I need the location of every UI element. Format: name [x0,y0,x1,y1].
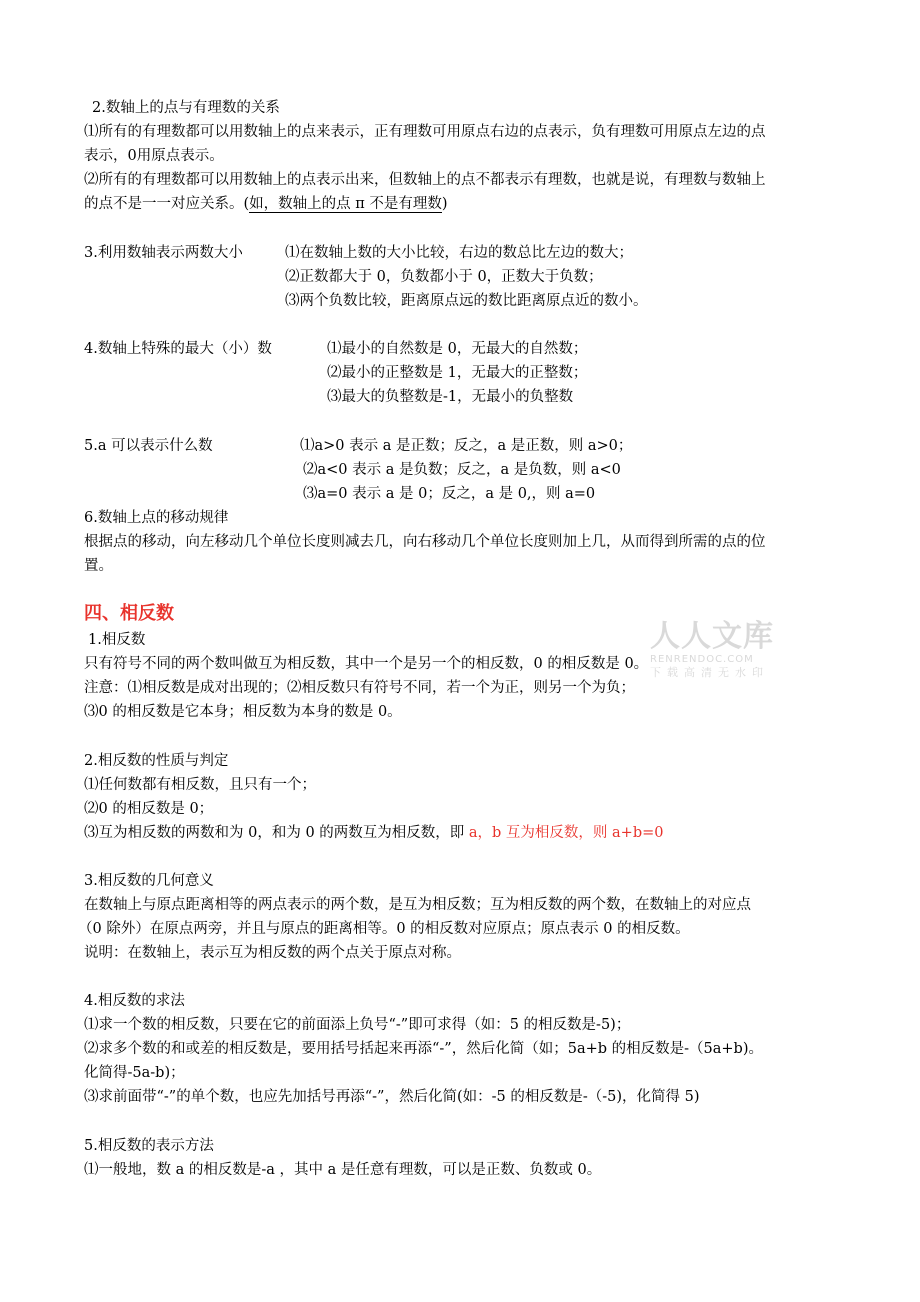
sec3-title: 3.利用数轴表示两数大小 [84,245,243,261]
sec6-p2: 置。 [84,558,113,574]
sec4-title: 4.数轴上特殊的最大（小）数 [84,341,272,357]
s2-title: 2.相反数的性质与判定 [84,753,229,769]
sec5-title: 5.a 可以表示什么数 [84,438,213,454]
sec5-item-1: ⑴a>0 表示 a 是正数；反之，a 是正数，则 a>0； [300,438,633,454]
s4-l3: 化简得-5a-b)； [84,1065,185,1081]
sec6-p1: 根据点的移动，向左移动几个单位长度则减去几，向右移动几个单位长度则加上几，从而得到所需的点的位 [84,534,766,550]
watermark [650,620,780,680]
sec2-p1b: 表示，0用原点表示。 [84,148,224,164]
s4-l1: ⑴求一个数的相反数，只要在它的前面添上负号“-”即可求得（如：5 的相反数是-5)； [84,1017,631,1033]
s4-l2: ⑵求多个数的和或差的相反数是，要用括号括起来再添“-”，然后化简（如；5a+b 的相反数是-（5a+b)。 [84,1041,763,1057]
s2-l2: ⑵0 的相反数是 0； [84,801,214,817]
sec2-p2a: ⑵所有的有理数都可以用数轴上的点表示出来，但数轴上的点不都表示有理数，也就是说，有理数与数轴上 [84,172,766,188]
s1-l3: ⑶0 的相反数是它本身；相反数为本身的数是 0。 [84,704,402,720]
sec4-item-1: ⑴最小的自然数是 0，无最大的自然数； [327,341,588,357]
s2-l3 [84,823,664,843]
s3-l3: 说明：在数轴上，表示互为相反数的两个点关于原点对称。 [84,945,461,961]
sec4-item-3: ⑶最大的负整数是-1，无最小的负整数 [327,389,574,405]
sec5-item-2: ⑵a<0 表示 a 是负数；反之，a 是负数，则 a<0 [303,462,621,478]
s1-l2: 注意：⑴相反数是成对出现的；⑵相反数只有符号不同，若一个为正，则另一个为负； [84,680,635,696]
s5-title: 5.相反数的表示方法 [84,1138,214,1154]
s4-title: 4.相反数的求法 [84,993,185,1009]
s2-l1: ⑴任何数都有相反数，且只有一个； [84,777,316,793]
watermark-tagline: 下载高清无水印 [650,666,769,679]
sec2-p2b [84,194,448,214]
s1-l1: 只有符号不同的两个数叫做互为相反数，其中一个是另一个的相反数，0 的相反数是 0。 [84,656,649,672]
sec3-item-2: ⑵正数都大于 0，负数都小于 0，正数大于负数； [285,269,603,285]
s2-l3-text: ⑶互为相反数的两数和为 0，和为 0 的两数互为相反数，即 [84,825,469,841]
watermark-site: RENRENDOC.COM [650,654,754,665]
sec2-p2b-post: ) [441,196,448,212]
s3-title: 3.相反数的几何意义 [84,873,214,889]
sec2-title: 2.数轴上的点与有理数的关系 [92,100,280,116]
sec2-p1a: ⑴所有的有理数都可以用数轴上的点来表示，正有理数可用原点右边的点表示，负有理数可用原点左边的点 [84,124,766,140]
sec5-item-3: ⑶a=0 表示 a 是 0；反之，a 是 0,，则 a=0 [303,486,596,502]
s3-l1: 在数轴上与原点距离相等的两点表示的两个数，是互为相反数；互为相反数的两个数，在数轴上的对应点 [84,897,751,913]
s4-l4: ⑶求前面带“-”的单个数，也应先加括号再添“-”，然后化简(如：-5 的相反数是-（-5)，化简得 5) [84,1089,700,1105]
sec4-item-2: ⑵最小的正整数是 1，无最大的正整数； [327,365,588,381]
s3-l2: （0 除外）在原点两旁，并且与原点的距离相等。0 的相反数对应原点；原点表示 0 的相反数。 [78,921,690,937]
s2-l3-red-text: a，b 互为相反数，则 a+b=0 [468,825,664,841]
s1-title: 1.相反数 [88,632,146,648]
sec3-item-1: ⑴在数轴上数的大小比较，右边的数总比左边的数大； [285,245,633,261]
sec2-p2b-pre: 的点不是一一对应关系。( [84,196,250,212]
watermark-logo: 人人文库 [650,619,774,654]
sec2-p2b-underlined: 如，数轴上的点 π 不是有理数 [249,196,442,212]
part4-heading: 四、相反数 [84,603,174,624]
s5-l1: ⑴一般地，数 a 的相反数是-a ，其中 a 是任意有理数，可以是正数、负数或 0。 [84,1162,602,1178]
sec6-title: 6.数轴上点的移动规律 [84,510,229,526]
sec3-item-3: ⑶两个负数比较，距离原点远的数比距离原点近的数小。 [285,293,648,309]
